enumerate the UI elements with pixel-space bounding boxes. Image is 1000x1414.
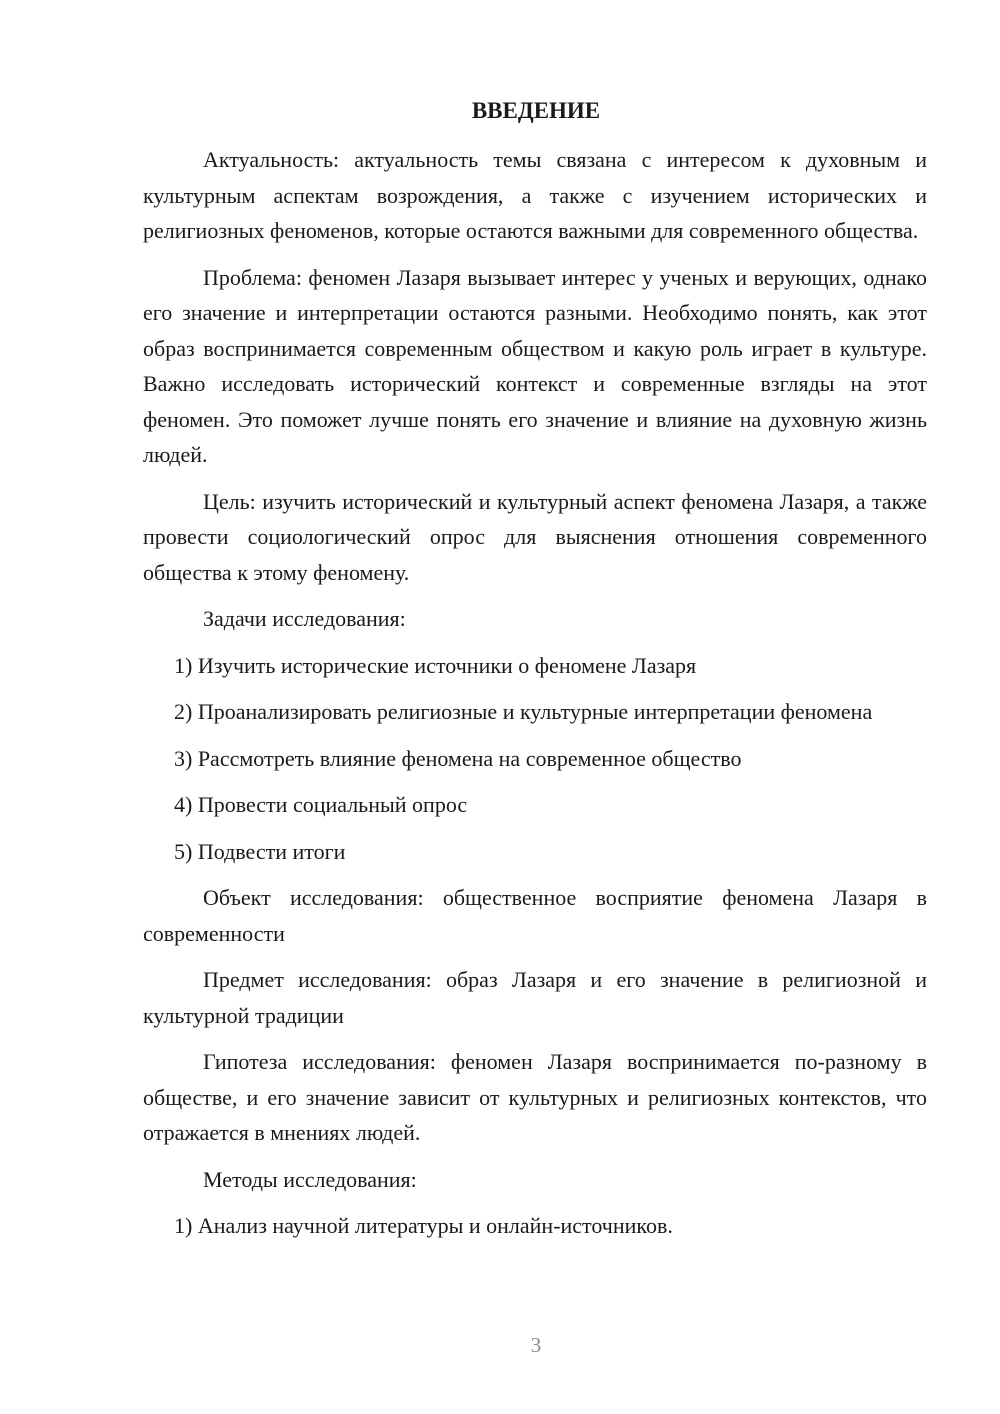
paragraph-subject: Предмет исследования: образ Лазаря и его значение в религиозной и культурной традиции xyxy=(143,967,927,1028)
page-number: 3 xyxy=(530,1333,542,1357)
page-title: ВВЕДЕНИЕ xyxy=(471,98,601,123)
paragraph-object: Объект исследования: общественное восприятие феномена Лазаря в современности xyxy=(143,885,927,946)
method-item: 1) Анализ научной литературы и онлайн-источников. xyxy=(174,1213,673,1238)
document-body xyxy=(143,142,927,1255)
paragraph-relevance: Актуальность: актуальность темы связана с интересом к духовным и культурным аспектам возрождения, а также с изучением исторических и религиозных феноменов, которые остаются важными для современного общества. xyxy=(143,147,927,243)
task-item: 3) Рассмотреть влияние феномена на современное общество xyxy=(174,745,742,771)
paragraph-goal: Цель: изучить исторический и культурный аспект феномена Лазаря, а также провести социологический опрос для выяснения отношения современного общества к этому феномену. xyxy=(143,488,927,585)
methods-heading: Методы исследования: xyxy=(203,1166,417,1192)
task-item: 5) Подвести итоги xyxy=(174,838,346,864)
tasks-heading: Задачи исследования: xyxy=(203,606,406,631)
paragraph-problem: Проблема: феномен Лазаря вызывает интерес у ученых и верующих, однако его значение и интерпретации остаются разными. Необходимо понять, как этот образ воспринимается современным обществом и какую роль играет в культуре. Важно исследовать исторический контекст и современные взгляды на этот феномен. Это поможет лучше понять его значение и влияние на духовную жизнь людей. xyxy=(143,264,927,467)
paragraph-hypothesis: Гипотеза исследования: феномен Лазаря воспринимается по-разному в обществе, и его значение зависит от культурных и религиозных контекстов, что отражается в мнениях людей. xyxy=(143,1049,927,1145)
task-item: 4) Провести социальный опрос xyxy=(174,792,468,817)
task-item: 1) Изучить исторические источники о феномене Лазаря xyxy=(174,652,697,678)
task-item: 2) Проанализировать религиозные и культурные интерпретации феномена xyxy=(174,699,873,724)
